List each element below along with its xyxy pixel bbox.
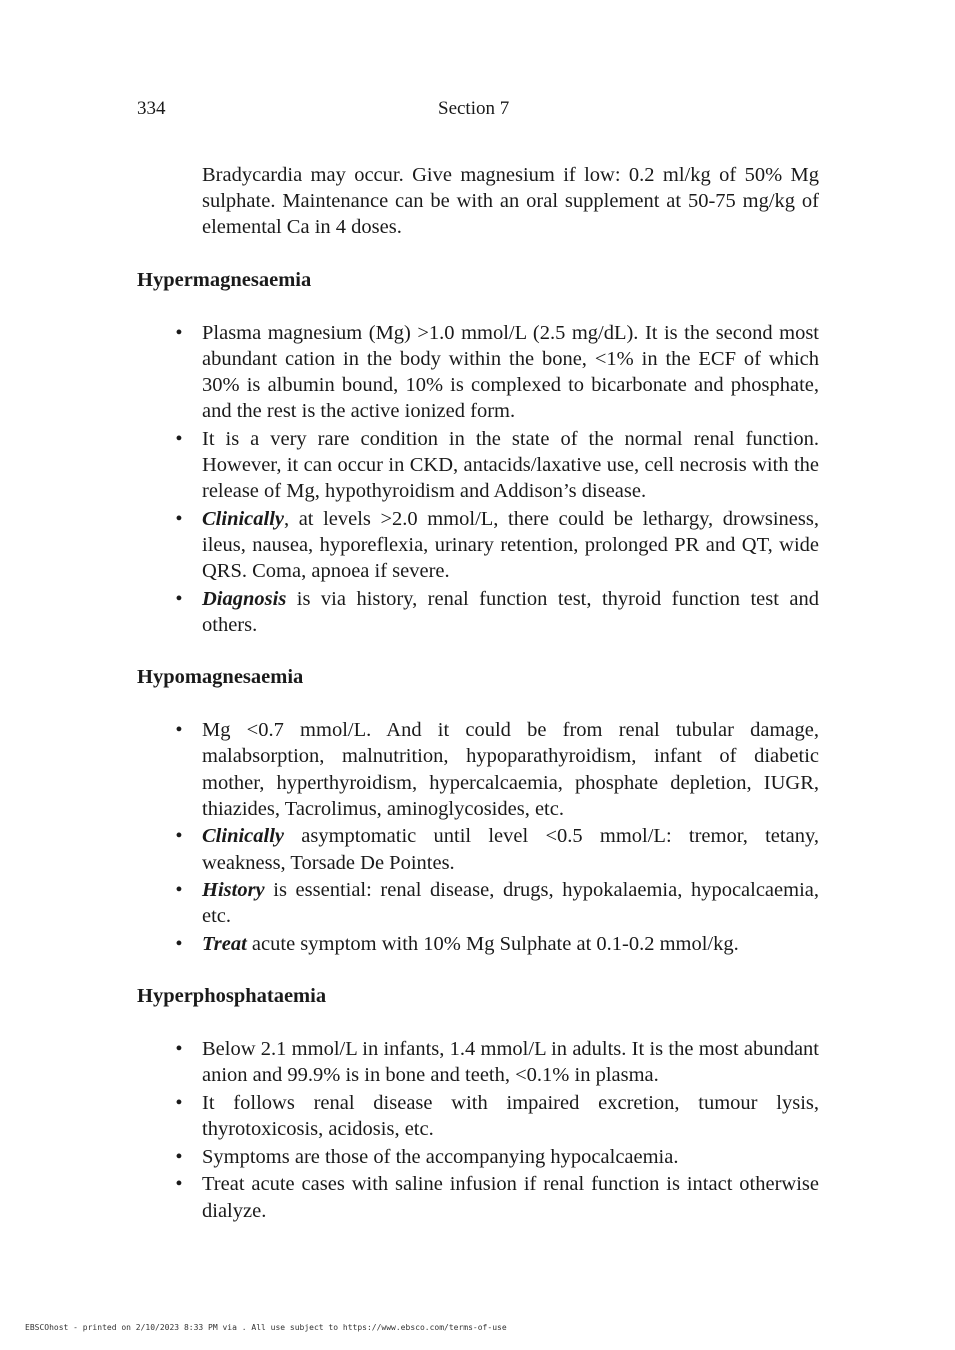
item-term: Clinically: [202, 507, 284, 530]
list-item: [137, 1144, 819, 1170]
item-text: is via history, renal function test, thyroid function test and others.: [202, 587, 819, 637]
section-heading: Hypomagnesaemia: [137, 666, 304, 689]
ebscohost-footer: EBSCOhost - printed on 2/10/2023 8:33 PM via . All use subject to https://www.ebsco.com/terms-of-use: [25, 1323, 507, 1332]
list-item: [137, 506, 819, 585]
list-item: [137, 586, 819, 638]
bullet-icon: •: [175, 321, 183, 344]
list-item: [137, 1171, 819, 1223]
item-text: acute symptom with 10% Mg Sulphate at 0.1-0.2 mmol/kg.: [246, 933, 739, 956]
running-head: Section 7: [438, 98, 510, 119]
section-heading: Hyperphosphataemia: [137, 985, 327, 1008]
bullet-icon: •: [175, 933, 183, 956]
item-text: is essential: renal disease, drugs, hypokalaemia, hypocalcaemia, etc.: [202, 879, 819, 928]
bullet-icon: •: [175, 427, 183, 450]
section-hypermagnesaemia: [137, 267, 819, 639]
section-hyperphosphataemia: [137, 983, 819, 1224]
item-term: History: [202, 879, 265, 902]
bullet-icon: •: [175, 1173, 183, 1196]
bullet-list: [137, 1036, 819, 1224]
item-term: Clinically: [202, 825, 284, 848]
item-text: Symptoms are those of the accompanying hypocalcaemia.: [202, 1145, 679, 1168]
section-hypomagnesaemia: [137, 664, 819, 957]
bullet-list: [137, 717, 819, 957]
item-text: Treat acute cases with saline infusion if renal function is intact otherwise dialyze.: [202, 1173, 819, 1222]
item-text: It is a very rare condition in the state of the normal renal function. However, it can occur in CKD, antacids/laxative use, cell necrosis with the release of Mg, hypothyroidism and Addison’s disease.: [202, 427, 819, 503]
list-item: [137, 877, 819, 929]
item-text: Below 2.1 mmol/L in infants, 1.4 mmol/L in adults. It is the most abundant anion and 99.9% is in bone and teeth, <0.1% in plasma.: [202, 1038, 819, 1087]
item-text: , at levels >2.0 mmol/L, there could be lethargy, drowsiness, ileus, nausea, hyporeflexia, urinary retention, prolonged PR and QT, wide QRS. Coma, apnoea if severe.: [202, 507, 819, 583]
item-text: Mg <0.7 mmol/L. And it could be from renal tubular damage, malabsorption, malnutrition, hypoparathyroidism, infant of diabetic mother, hyperthyroidism, hypercalcaemia, phosphate depletion, IUGR, thiazides, Tacrolimus, aminoglycosides, etc.: [202, 719, 819, 820]
list-item: [137, 320, 819, 425]
bullet-icon: •: [175, 825, 183, 848]
section-heading: Hypermagnesaemia: [137, 268, 312, 291]
list-item: [137, 1036, 819, 1088]
list-item: [137, 931, 819, 957]
item-text: asymptomatic until level <0.5 mmol/L: tremor, tetany, weakness, Torsade De Pointes.: [202, 825, 819, 874]
list-item: [137, 823, 819, 875]
bullet-icon: •: [175, 1145, 183, 1168]
bullet-icon: •: [175, 719, 183, 742]
item-text: Plasma magnesium (Mg) >1.0 mmol/L (2.5 mg/dL). It is the second most abundant cation in the body within the bone, <1% in the ECF of which 30% is albumin bound, 10% is complexed to bicarbonate and phosphate, and the rest is the active ionized form.: [202, 321, 819, 423]
item-term: Treat: [202, 933, 247, 956]
list-item: [137, 426, 819, 505]
bullet-list: [137, 320, 819, 639]
bullet-icon: •: [175, 507, 183, 530]
lead-paragraph: Bradycardia may occur. Give magnesium if low: 0.2 ml/kg of 50% Mg sulphate. Maintenance can be with an oral supplement at 50-75 mg/kg of elemental Ca in 4 doses.: [202, 164, 819, 239]
bullet-icon: •: [175, 879, 183, 902]
page-number: 334: [137, 98, 166, 119]
bullet-icon: •: [175, 1092, 183, 1115]
list-item: [137, 717, 819, 822]
page-body: [137, 162, 819, 1225]
item-term: Diagnosis: [202, 587, 287, 610]
item-text: It follows renal disease with impaired excretion, tumour lysis, thyrotoxicosis, acidosis, etc.: [202, 1092, 819, 1141]
bullet-icon: •: [175, 1038, 183, 1061]
list-item: [137, 1090, 819, 1142]
bullet-icon: •: [175, 587, 183, 610]
